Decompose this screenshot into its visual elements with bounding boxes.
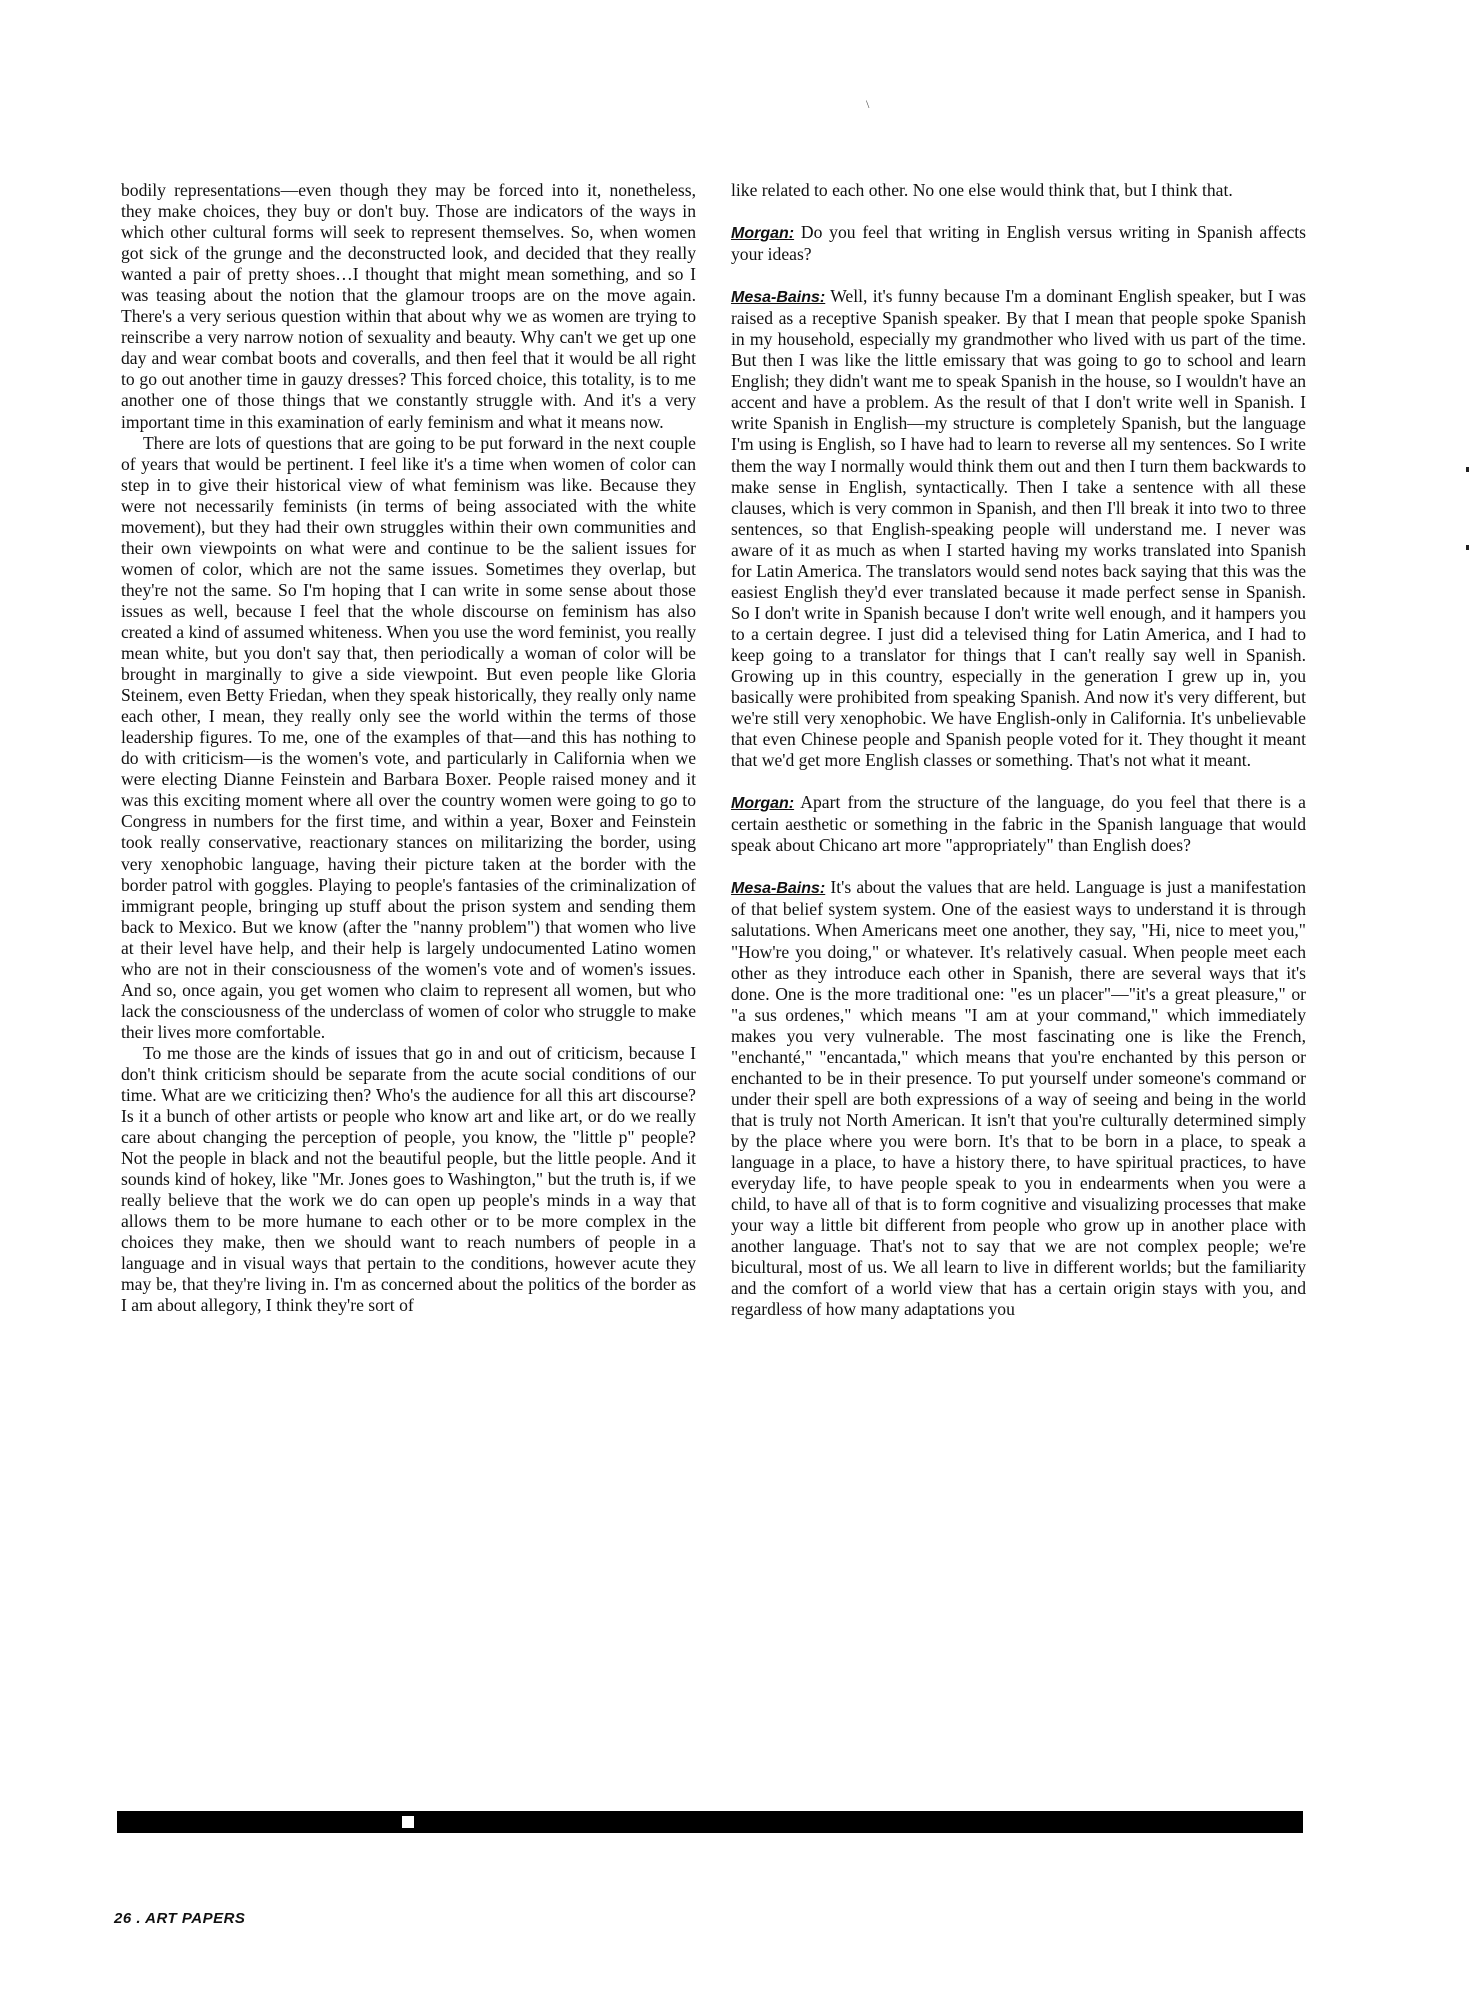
speaker-label: Mesa-Bains: (731, 880, 826, 898)
paragraph: There are lots of questions that are going to be put forward in the next couple of years that would be pertinent. I feel like it's a time when women of color can step in to give their historical view of what feminism was like. Because they were not necessarily feminists (in terms of being associated with the white movement), but they had their own struggles within their own communities and their own viewpoints on what were and continue to be the salient issues for women of color, which are not the same issues. Sometimes they overlap, but they're not the same. So I'm hoping that I can write in some sense about those issues as well, because I feel that the whole discourse on feminism has also created a kind of assumed whiteness. When you use the word feminist, you really mean white, but you don't say that, then periodically a woman of color will be brought in marginally to give a side viewpoint. But even people like Gloria Steinem, even Betty Friedan, when they speak historically, they really only name each other, I mean, they really only see the world within the terms of those leadership figures. To me, one of the examples of that—and this has nothing to do with criticism—is the women's vote, and particularly in California when we were electing Dianne Feinstein and Barbara Boxer. People raised money and it was this exciting moment where all over the country women were going to go to Congress in numbers for the first time, and within a year, Boxer and Feinstein took really conservative, reactionary stances on militarizing the border, using very xenophobic language, having their picture taken at the border with the border patrol with goggles. Playing to people's fantasies of the criminalization of immigrant people, bringing up stuff about the prison system and sending them back to Mexico. But we know (after the "nanny problem") that women who live at their level have help, and their help is largely undocumented Latino women who are not in their consciousness of the women's vote and of women's issues. And so, once again, you get women who claim to represent all women, but who lack the consciousness of the underclass of women of color who struggle to make their lives more comfortable. (121, 432, 696, 1042)
exchange-morgan (731, 222, 1306, 265)
exchange-mesa-bains (731, 286, 1306, 771)
speaker-label: Mesa-Bains: (731, 289, 826, 307)
exchange-text: Do you feel that writing in English versus writing in Spanish affects your ideas? (731, 222, 1306, 265)
exchange-text: It's about the values that are held. Language is just a manifestation of that belief system system. One of the easiest ways to understand it is through salutations. When Americans meet one another, they say, "Hi, nice to meet you," "How're you doing," or whatever. It's relatively casual. When people meet each other as they introduce each other in Spanish, there are several ways that it's done. One is the more traditional one: "es un placer"—"it's a great pleasure," or "a sus ordenes," which means "I am at your command," which immediately makes you very vulnerable. The most fascinating one is like the French, "enchanté," "encantada," which means that you're enchanted by this person or enchanted to be in their presence. To put yourself under someone's command or under their spell are both expressions of a way of seeing and being in the world that is truly not North American. It isn't that you're culturally determined simply by the place where you were born. It's that to be born in a place, to speak a language in a place, to have a history there, to have spiritual practices, to have everyday life, to have people speak to you in endearments when you were a child, to have all of that is to form cognitive and visualizing processes that make your way a little bit different from people who grow up in another place with another language. That's not to say that we are not complex people; we're bicultural, most of us. We all learn to live in different worlds; but the familiarity and the comfort of a world view that has a certain origin stays with you, and regardless of how many adaptations you (731, 877, 1306, 1320)
paragraph: To me those are the kinds of issues that go in and out of criticism, because I don't think criticism should be separate from the acute social conditions of our time. What are we criticizing then? Who's the audience for all this art discourse? Is it a bunch of other artists or people who know art and like art, or do we really care about changing the perception of people, you know, the "little p" people? Not the people in black and not the beautiful people, but the little people. And it sounds kind of hokey, like "Mr. Jones goes to Washington," but the truth is, if we really believe that the work we do can open up people's minds in a way that allows them to be more humane to each other or to be more complex in the choices they make, then we should want to reach numbers of people in a language and in visual ways that pertain to the conditions, however acute they may be, that they're living in. I'm as concerned about the politics of the border as I am about allegory, I think they're sort of (121, 1042, 696, 1316)
right-column (731, 180, 1306, 1320)
continuation-paragraph: like related to each other. No one else would think that, but I think that. (731, 180, 1233, 200)
exchange-morgan (731, 792, 1306, 856)
speaker-label: Morgan: (731, 795, 795, 813)
paragraph: bodily representations—even though they may be forced into it, nonetheless, they make choices, they buy or don't buy. Those are indicators of the ways in which other cultural forms will seek to represent themselves. So, when women got sick of the grunge and the deconstructed look, and decided that they really wanted a pair of pretty shoes…I thought that might mean something, and so I was teasing about the notion that the glamour troops are on the move again. There's a very serious question within that about why we as women are trying to reinscribe a very narrow notion of sexuality and beauty. Why can't we get up one day and wear combat boots and coveralls, and then feel that it would be all right to go out another time in gauzy dresses? This forced choice, this totality, is to me another one of those things that we constantly struggle with. And it's a very important time in this examination of early feminism and what it means now. (121, 180, 696, 432)
edge-mark (1466, 545, 1469, 550)
exchange-text: Well, it's funny because I'm a dominant English speaker, but I was raised as a receptive Spanish speaker. By that I mean that people spoke Spanish in my household, especially my grandmother who lived with us part of the time. But then I was like the little emissary that was going to go to school and learn English; they didn't want me to speak Spanish in the house, so I wouldn't have an accent and have a problem. As the result of that I don't write well in Spanish. I write Spanish in English—my structure is completely Spanish, but the language I'm using is English, so I have had to learn to reverse all my sentences. So I write them the way I normally would think them out and then I turn them backwards to make sense in English, syntactically. Then I take a sentence with all these clauses, which is very common in Spanish, and then I'll break it into two to three sentences, so that English-speaking people will understand me. I never was aware of it as much as when I started having my works translated into Spanish for Latin America. The translators would send notes back saying that this was the easiest English they'd ever translated because it made perfect sense in Spanish. So I don't write in Spanish because I don't write well enough, and it hampers you to a certain degree. I just did a televised thing for Latin America, and I had to keep going to a translator for things that I can't really say well in Spanish. Growing up in this country, especially in the generation I grew up in, you basically were prohibited from speaking Spanish. And now it's very different, but we're still very xenophobic. We have English-only in California. It's unbelievable that even Chinese people and Spanish people voted for it. They thought it meant that we'd get more English classes or something. That's not what it meant. (731, 286, 1306, 771)
page-folio: 26 . ART PAPERS (114, 1910, 246, 1927)
end-mark-square-icon (400, 1814, 416, 1830)
left-column (121, 180, 696, 1317)
exchange-mesa-bains (731, 877, 1306, 1320)
stray-mark: \ (866, 97, 870, 111)
footer-rule-bar (117, 1811, 1303, 1833)
edge-mark (1466, 467, 1469, 472)
speaker-label: Morgan: (731, 225, 795, 243)
exchange-text: Apart from the structure of the language, do you feel that there is a certain aesthetic or something in the fabric in the Spanish language that would speak about Chicano art more "appropriately" than English does? (731, 792, 1306, 856)
